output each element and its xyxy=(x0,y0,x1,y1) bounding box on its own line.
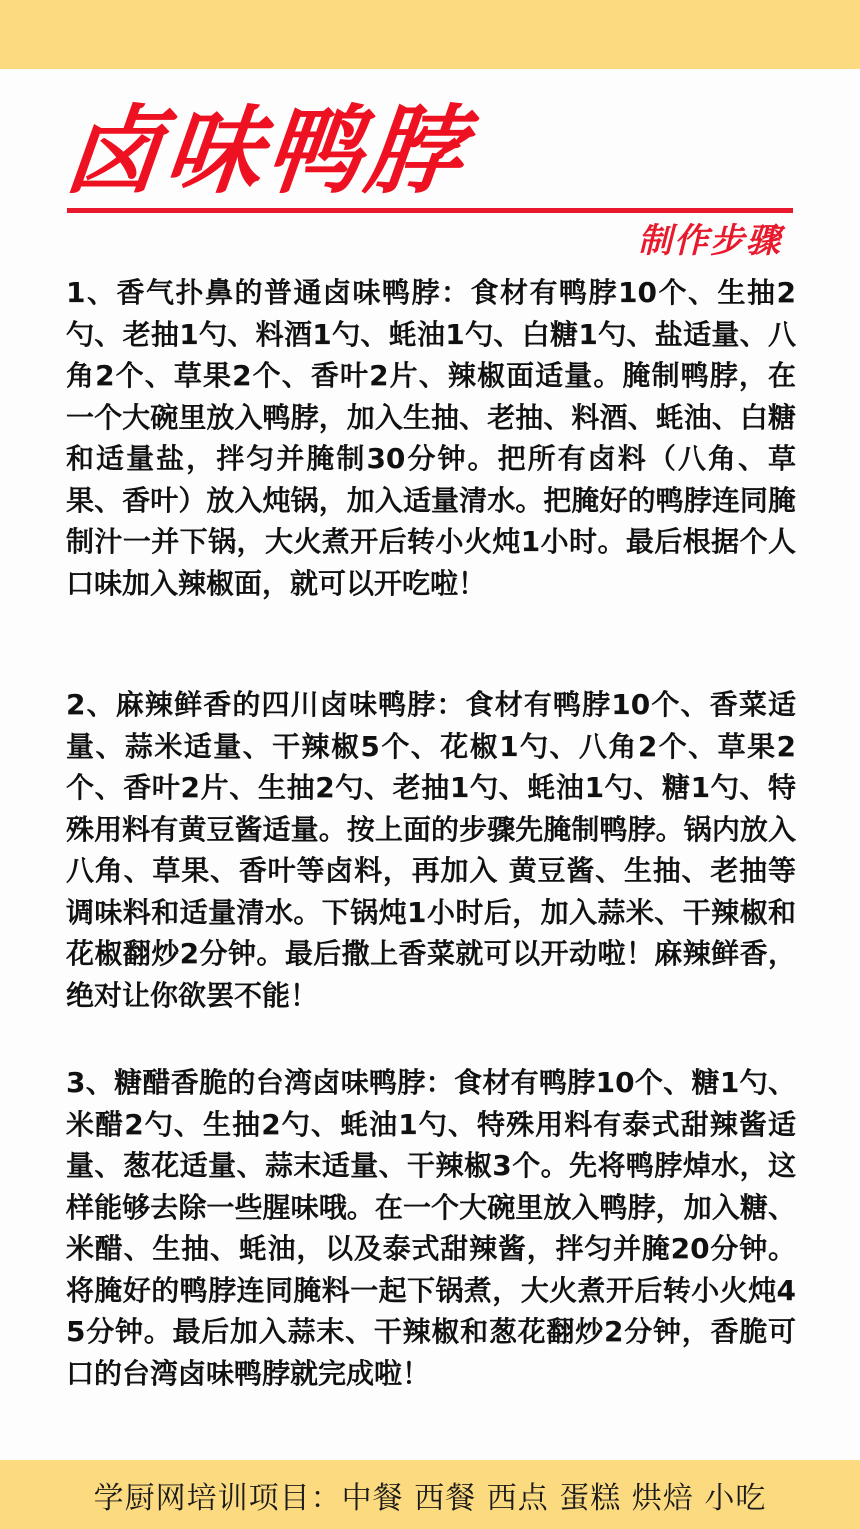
footer-text: 学厨网培训项目：中餐 西餐 西点 蛋糕 烘焙 小吃 xyxy=(93,1480,767,1516)
top-banner xyxy=(0,0,860,69)
page-title: 卤味鸭脖 xyxy=(60,95,472,207)
section-subtitle: 制作步骤 xyxy=(638,221,782,261)
title-divider xyxy=(67,208,793,213)
recipe-step-1: 1、香气扑鼻的普通卤味鸭脖：食材有鸭脖10个、生抽2勺、老抽1勺、料酒1勺、蚝油1勺、白糖1勺、盐适量、八角2个、草果2个、香叶2片、辣椒面适量。腌制鸭脖，在一个大碗里放入鸭脖，加入生抽、老抽、料酒、蚝油、白糖和适量盐，拌匀并腌制30分钟。把所有卤料（八角、草果、香叶）放入炖锅，加入适量清水。把腌好的鸭脖连同腌制汁一并下锅，大火煮开后转小火炖1小时。最后根据个人口味加入辣椒面，就可以开吃啦！ xyxy=(66,276,796,600)
recipe-step-2: 2、麻辣鲜香的四川卤味鸭脖：食材有鸭脖10个、香菜适量、蒜米适量、干辣椒5个、花椒1勺、八角2个、草果2个、香叶2片、生抽2勺、老抽1勺、蚝油1勺、糖1勺、特殊用料有黄豆酱适量。按上面的步骤先腌制鸭脖。锅内放入八角、草果、香叶等卤料，再加入 黄豆酱、生抽、老抽等调味料和适量清水。下锅炖1小时后，加入蒜米、干辣椒和花椒翻炒2分钟。最后撒上香菜就可以开动啦！麻辣鲜香，绝对让你欲罢不能！ xyxy=(66,688,796,1012)
footer-banner xyxy=(0,1460,860,1529)
recipe-step-3: 3、糖醋香脆的台湾卤味鸭脖：食材有鸭脖10个、糖1勺、米醋2勺、生抽2勺、蚝油1勺、特殊用料有泰式甜辣酱适量、葱花适量、蒜末适量、干辣椒3个。先将鸭脖焯水，这样能够去除一些腥味哦。在一个大碗里放入鸭脖，加入糖、米醋、生抽、蚝油，以及泰式甜辣酱，拌匀并腌20分钟。将腌好的鸭脖连同腌料一起下锅煮，大火煮开后转小火炖45分钟。最后加入蒜末、干辣椒和葱花翻炒2分钟，香脆可口的台湾卤味鸭脖就完成啦！ xyxy=(66,1066,796,1390)
